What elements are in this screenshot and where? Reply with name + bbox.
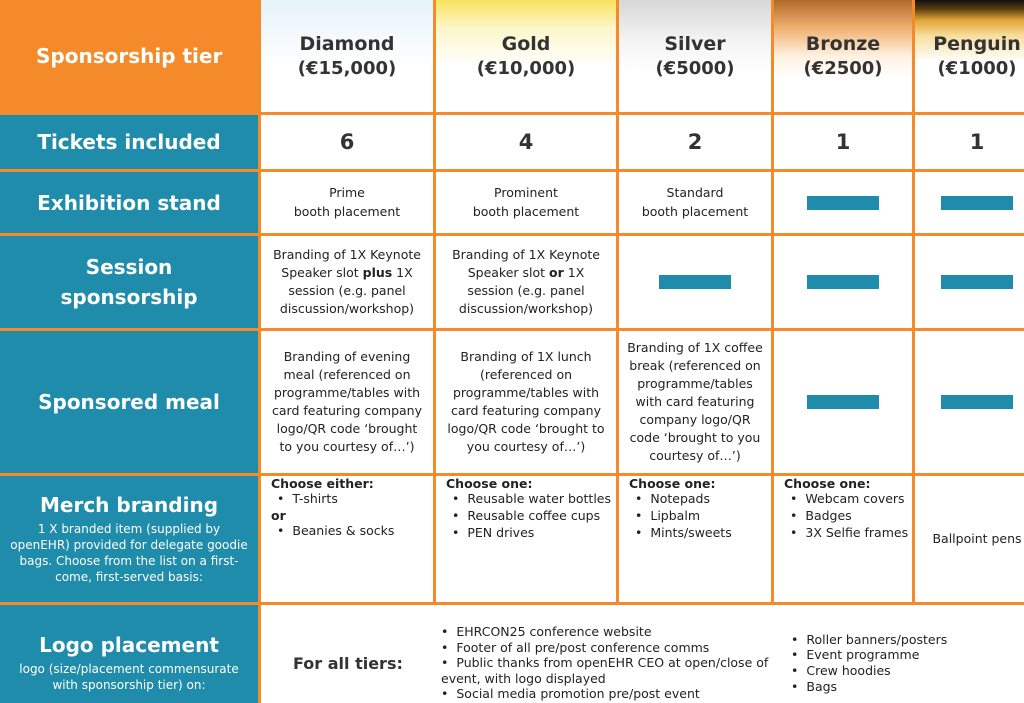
- row-label-merch: Merch branding 1 X branded item (supplied by openEHR) provided for delegate goodie bags. Choose from the list on a first-come, first-served basis:: [0, 476, 258, 602]
- session-gold: Branding of 1X Keynote Speaker slot or 1X session (e.g. panel discussion/workshop): [436, 236, 616, 328]
- meal-diamond: Branding of evening meal (referenced on programme/tables with card featuring company logo/QR code ‘brought to you courtesy of…’): [261, 331, 433, 473]
- meal-silver: Branding of 1X coffee break (referenced on programme/tables with card featuring company logo/QR code ‘brought to you courtesy of…’): [619, 331, 771, 473]
- logo-placement-details: [261, 605, 1024, 703]
- session-diamond: Branding of 1X Keynote Speaker slot plus 1X session (e.g. panel discussion/workshop): [261, 236, 433, 328]
- logo-placement-list-1: [441, 624, 771, 702]
- exhibition-gold: Prominent booth placement: [436, 172, 616, 233]
- exhibition-silver: Standard booth placement: [619, 172, 771, 233]
- sponsorship-tier-heading: Sponsorship tier: [0, 0, 258, 112]
- not-included-dash: [941, 275, 1013, 289]
- row-label-exhibition: Exhibition stand: [0, 172, 258, 233]
- list-item: • Social media promotion pre/post event: [441, 686, 771, 702]
- merch-diamond: Choose either: • T-shirts or • Beanies & socks: [261, 476, 433, 602]
- tier-gold-header: Gold (€10,000): [436, 0, 616, 112]
- tier-diamond-header: Diamond (€15,000): [261, 0, 433, 112]
- not-included-dash: [807, 196, 879, 210]
- list-item: • Footer of all pre/post conference comms: [441, 640, 771, 656]
- not-included-dash: [807, 275, 879, 289]
- tickets-bronze: 1: [774, 115, 912, 169]
- not-included-dash: [807, 395, 879, 409]
- session-penguin: [915, 236, 1024, 328]
- merch-penguin: Ballpoint pens: [915, 476, 1024, 602]
- meal-penguin: [915, 331, 1024, 473]
- list-item: • Public thanks from openEHR CEO at open/close of event, with logo displayed: [441, 655, 771, 686]
- row-label-meal: Sponsored meal: [0, 331, 258, 473]
- not-included-dash: [941, 395, 1013, 409]
- tickets-diamond: 6: [261, 115, 433, 169]
- logo-placement-list-2: [791, 632, 947, 695]
- for-all-tiers-label: For all tiers:: [293, 653, 403, 673]
- list-item: • Crew hoodies: [791, 663, 947, 679]
- row-label-logo: Logo placement logo (size/placement commensurate with sponsorship tier) on:: [0, 605, 258, 703]
- meal-gold: Branding of 1X lunch (referenced on programme/tables with card featuring company logo/QR code ‘brought to you courtesy of…’): [436, 331, 616, 473]
- exhibition-bronze: [774, 172, 912, 233]
- list-item: • Roller banners/posters: [791, 632, 947, 648]
- list-item: • EHRCON25 conference website: [441, 624, 771, 640]
- tickets-penguin: 1: [915, 115, 1024, 169]
- row-label-tickets: Tickets included: [0, 115, 258, 169]
- row-label-session: Session sponsorship: [0, 236, 258, 328]
- merch-bronze: Choose one: • Webcam covers • Badges • 3X Selfie frames: [774, 476, 912, 602]
- not-included-dash: [941, 196, 1013, 210]
- tier-bronze-header: Bronze (€2500): [774, 0, 912, 112]
- exhibition-diamond: Prime booth placement: [261, 172, 433, 233]
- not-included-dash: [659, 275, 731, 289]
- list-item: • Event programme: [791, 647, 947, 663]
- merch-gold: Choose one: • Reusable water bottles • Reusable coffee cups • PEN drives: [436, 476, 616, 602]
- exhibition-penguin: [915, 172, 1024, 233]
- tier-silver-header: Silver (€5000): [619, 0, 771, 112]
- list-item: • Bags: [791, 679, 947, 695]
- tickets-gold: 4: [436, 115, 616, 169]
- merch-silver: Choose one: • Notepads • Lipbalm • Mints/sweets: [619, 476, 771, 602]
- tier-penguin-header: Penguin (€1000): [915, 0, 1024, 112]
- meal-bronze: [774, 331, 912, 473]
- session-bronze: [774, 236, 912, 328]
- tickets-silver: 2: [619, 115, 771, 169]
- session-silver: [619, 236, 771, 328]
